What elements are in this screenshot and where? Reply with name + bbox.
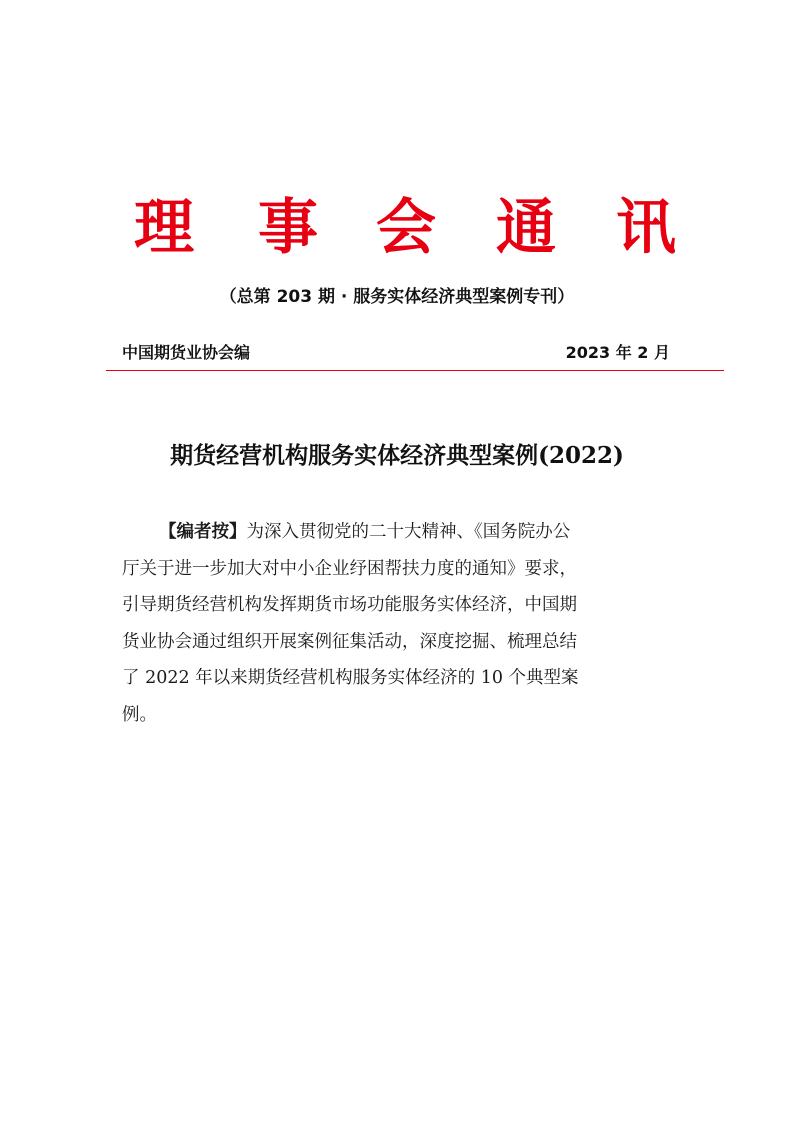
note-line: 货业协会通过组织开展案例征集活动，深度挖掘、梳理总结 xyxy=(122,631,577,652)
publication-date: 2023 年 2 月 xyxy=(565,343,670,362)
note-line: 了 2022 年以来期货经营机构服务实体经济的 10 个典型案 xyxy=(122,668,579,689)
note-line: 厅关于进一步加大对中小企业纾困帮扶力度的通知》要求， xyxy=(122,558,577,579)
header-divider xyxy=(106,370,724,371)
masthead-char: 理 xyxy=(134,193,194,263)
editor-note-tag: 【编者按】 xyxy=(159,522,247,542)
masthead-char: 讯 xyxy=(616,193,676,263)
article-title: 期货经营机构服务实体经济典型案例(2022) xyxy=(170,442,624,469)
issue-subtitle: （总第 203 期 · 服务实体经济典型案例专刊） xyxy=(219,287,575,307)
note-line xyxy=(122,514,674,551)
masthead-char: 事 xyxy=(258,193,318,263)
masthead-char: 会 xyxy=(376,193,436,263)
editor-note xyxy=(122,514,674,734)
masthead-char: 通 xyxy=(496,193,556,263)
masthead-title xyxy=(0,188,794,268)
note-line: 例。 xyxy=(122,704,157,725)
publisher-label: 中国期货业协会编 xyxy=(122,343,251,362)
note-line-text: 为深入贯彻党的二十大精神、《国务院办公 xyxy=(246,522,571,542)
note-line: 引导期货经营机构发挥期货市场功能服务实体经济，中国期 xyxy=(122,595,577,616)
